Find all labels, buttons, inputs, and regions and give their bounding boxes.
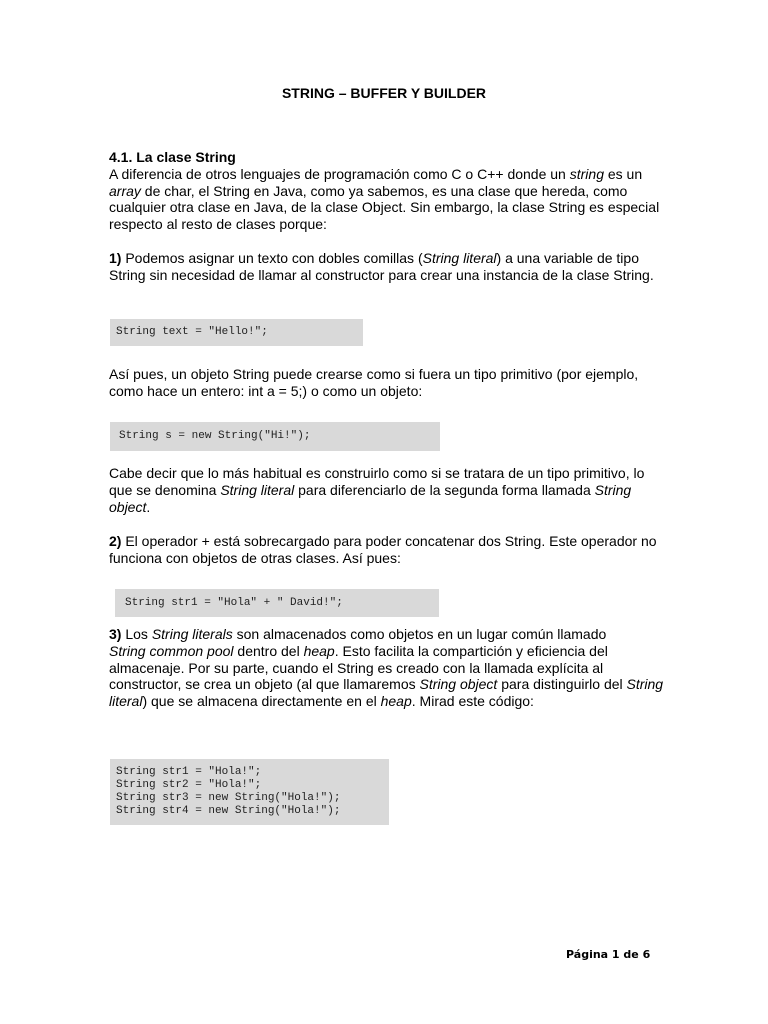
point-3-paragraph: 3) Los String literals son almacenados como objetos en un lugar común llamado String common pool dentro del heap. Esto facilita la compartición y eficiencia del almacenaje. Por su parte, cuando el String es creado con la llamada explícita al constructor, se crea un objeto (al que llamaremos String object para distinguirlo del String literal) que se almacena directamente en el heap. Mirad este código: <box>109 626 664 710</box>
intro-section <box>109 149 669 233</box>
code-block-4 <box>110 759 389 825</box>
code-block-3: String str1 = "Hola" + " David!"; <box>115 589 439 617</box>
page-number: Página 1 de 6 <box>566 948 651 961</box>
point-1-paragraph: 1) Podemos asignar un texto con dobles comillas (String literal) a una variable de tipo String sin necesidad de llamar al constructor para crear una instancia de la clase String. <box>109 250 654 283</box>
intro-paragraph: A diferencia de otros lenguajes de programación como C o C++ donde un string es un array de char, el String en Java, como ya sabemos, es una clase que hereda, como cualquier otra clase en Java, de la clase Object. Sin embargo, la clase String es especial respecto al resto de clases porque: <box>109 165 660 233</box>
code-line: String str3 = new String("Hola!"); <box>116 792 341 804</box>
code-line: String str4 = new String("Hola!"); <box>116 805 341 817</box>
point-2-paragraph: 2) El operador + está sobrecargado para poder concatenar dos String. Este operador no funciona con objetos de otras clases. Así pues: <box>109 533 657 566</box>
paragraph-asi-pues: Así pues, un objeto String puede crearse como si fuera un tipo primitivo (por ejemplo, como hace un entero: int a = 5;) o como un objeto: <box>109 366 639 399</box>
code-block-2: String s = new String("Hi!"); <box>110 422 440 451</box>
code-block-1: String text = "Hello!"; <box>110 319 363 346</box>
section-heading: 4.1. La clase String <box>109 149 236 165</box>
code-line: String str1 = "Hola!"; <box>116 766 262 778</box>
page-title: STRING – BUFFER Y BUILDER <box>281 85 487 101</box>
paragraph-cabe-decir: Cabe decir que lo más habitual es construirlo como si se tratara de un tipo primitivo, lo que se denomina String literal para diferenciarlo de la segunda forma llamada String object. <box>109 465 645 515</box>
code-line: String str2 = "Hola!"; <box>116 779 262 791</box>
